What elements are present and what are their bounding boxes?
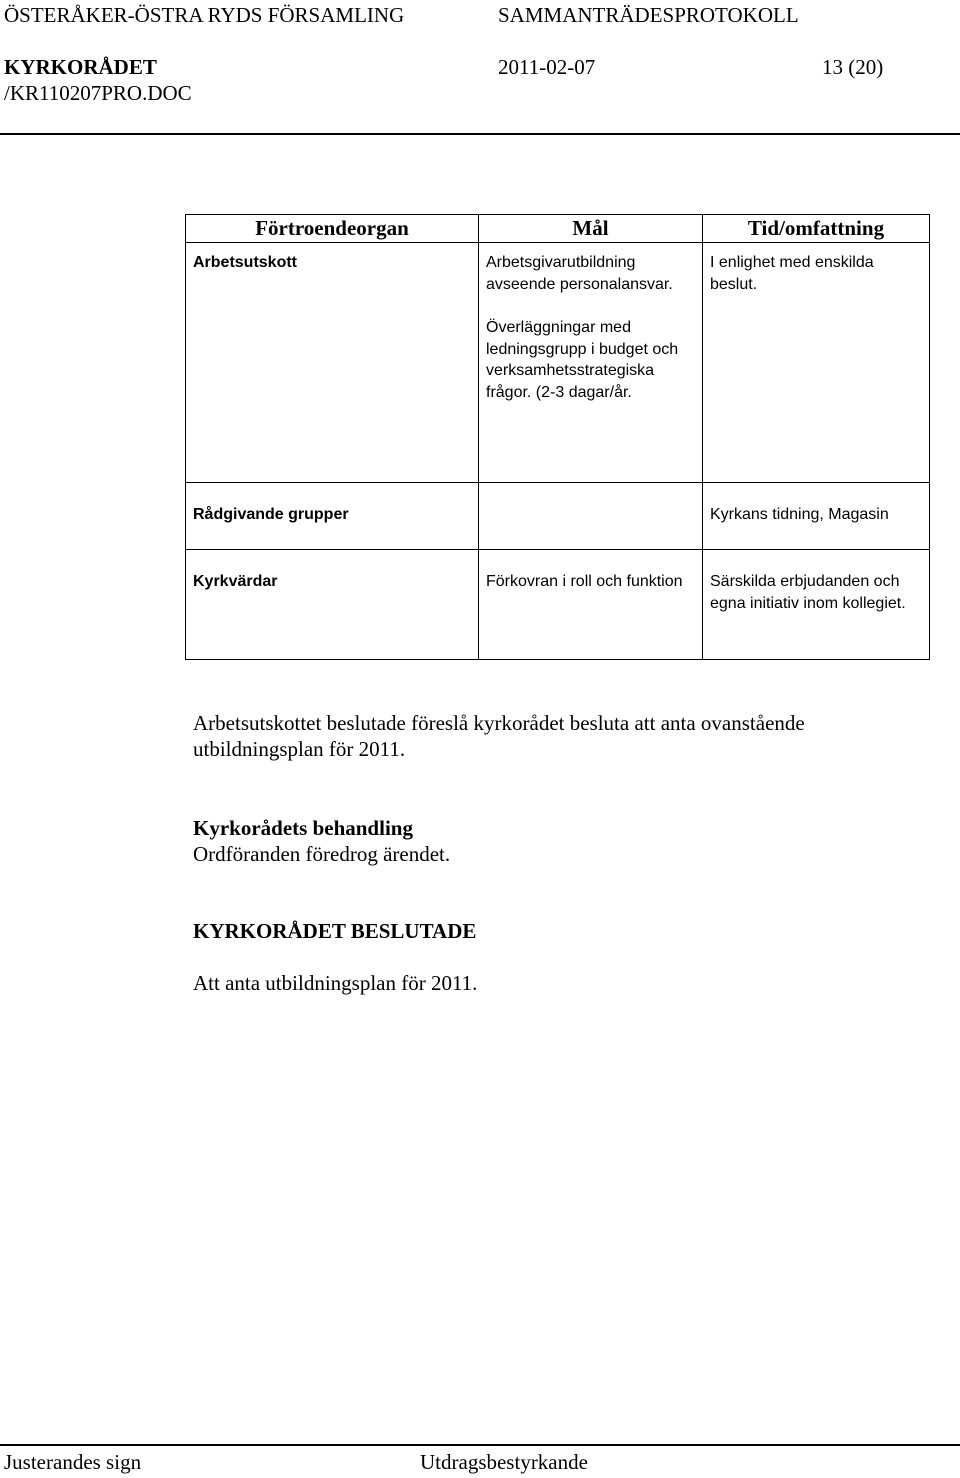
parish-name: ÖSTERÅKER-ÖSTRA RYDS FÖRSAMLING xyxy=(4,3,405,27)
file-name: /KR110207PRO.DOC xyxy=(4,81,192,105)
table-row xyxy=(186,550,930,660)
organ-text: Rådgivande grupper xyxy=(193,506,349,523)
header-divider xyxy=(0,133,960,135)
organ-cell xyxy=(186,243,479,483)
footer-signature-label: Justerandes sign xyxy=(4,1450,142,1474)
proposal-paragraph: Arbetsutskottet beslutade föreslå kyrkorådet besluta att anta ovanstående utbildningsplan för 2011. xyxy=(193,711,805,761)
time-text: Kyrkans tidning, Magasin xyxy=(710,506,889,523)
footer-divider xyxy=(0,1444,960,1446)
goal-cell xyxy=(479,483,703,550)
education-plan-table xyxy=(185,214,930,660)
table-row xyxy=(186,243,930,483)
organ-cell xyxy=(186,483,479,550)
decision-text: Att anta utbildningsplan för 2011. xyxy=(193,971,478,995)
time-cell xyxy=(703,550,930,660)
meeting-date: 2011-02-07 xyxy=(498,55,596,79)
time-cell xyxy=(703,483,930,550)
time-text: Särskilda erbjudanden och egna initiativ inom kollegiet. xyxy=(710,573,906,612)
organ-text: Arbetsutskott xyxy=(193,254,298,271)
table-row xyxy=(186,483,930,550)
goal-cell xyxy=(479,550,703,660)
organ-text: Kyrkvärdar xyxy=(193,573,278,590)
organ-cell xyxy=(186,550,479,660)
column-header-time: Tid/omfattning xyxy=(703,215,930,243)
goal-cell xyxy=(479,243,703,483)
handling-text: Ordföranden föredrog ärendet. xyxy=(193,842,451,866)
goal-text-2: Överläggningar med ledningsgrupp i budget och verksamhetsstrategiska frågor. (2-3 dagar/år. xyxy=(486,319,679,401)
decision-heading: KYRKORÅDET BESLUTADE xyxy=(193,919,477,943)
footer-certification-label: Utdragsbestyrkande xyxy=(420,1450,588,1474)
document-type: SAMMANTRÄDESPROTOKOLL xyxy=(498,3,799,27)
time-cell xyxy=(703,243,930,483)
page-number: 13 (20) xyxy=(822,55,884,79)
column-header-organ: Förtroendeorgan xyxy=(186,215,479,243)
time-text: I enlighet med enskilda beslut. xyxy=(710,254,874,293)
goal-text: Förkovran i roll och funktion xyxy=(486,573,683,590)
handling-heading: Kyrkorådets behandling xyxy=(193,816,413,840)
goal-text xyxy=(479,483,702,510)
goal-text: Arbetsgivarutbildning avseende personalansvar. xyxy=(486,254,673,293)
body-name: KYRKORÅDET xyxy=(4,55,157,79)
column-header-goal: Mål xyxy=(479,215,703,243)
table-header-row xyxy=(186,215,930,243)
